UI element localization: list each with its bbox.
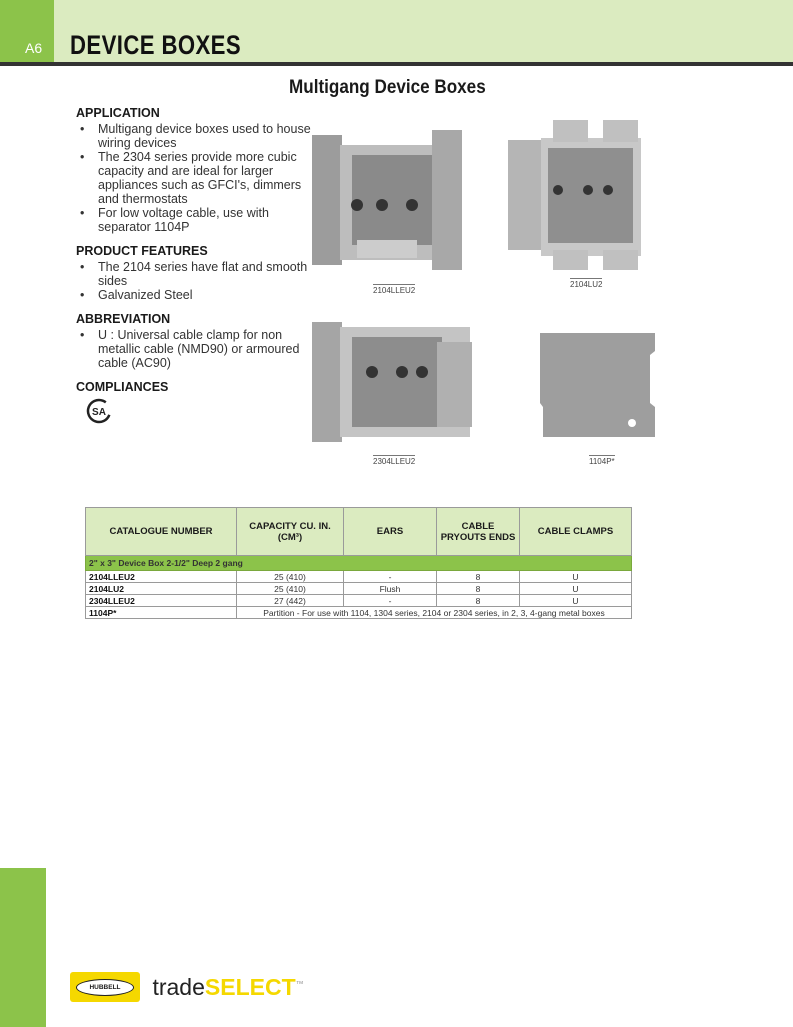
column-header: CABLE PRYOUTS ENDS [437, 508, 520, 556]
list-item: • Galvanized Steel [98, 288, 321, 302]
product-photo-2304lleu2 [312, 312, 477, 447]
trademark: ™ [295, 978, 304, 988]
catalogue-number: 1104P* [86, 607, 237, 619]
features-heading: PRODUCT FEATURES [76, 244, 208, 258]
partition-note: Partition - For use with 1104, 1304 series, 2104 or 2304 series, in 2, 3, 4-gang metal boxes [237, 607, 632, 619]
abbreviation-section [76, 312, 321, 370]
compliances-section [76, 380, 321, 429]
table-row [86, 571, 632, 583]
side-band [0, 868, 46, 1027]
list-item: • The 2304 series provide more cubic capacity and are ideal for larger appliances such as GFCI's, dimmers and thermostats [98, 150, 321, 206]
header-rule [0, 62, 793, 66]
list-item: • For low voltage cable, use with separator 1104P [98, 206, 321, 234]
list-item: • Multigang device boxes used to house wiring devices [98, 122, 321, 150]
clamps: U [520, 595, 632, 607]
csa-logo-icon [86, 398, 112, 424]
page-tab [0, 0, 54, 63]
product-photo-2104lleu2 [312, 130, 462, 275]
column-header: EARS [344, 508, 437, 556]
application-heading: APPLICATION [76, 106, 160, 120]
pryouts: 8 [437, 595, 520, 607]
svg-text:SA: SA [92, 407, 106, 418]
table-header-row [86, 508, 632, 556]
hubbell-wordmark: HUBBELL [76, 979, 134, 996]
pryouts: 8 [437, 583, 520, 595]
ears: Flush [344, 583, 437, 595]
group-label: 2" x 3" Device Box 2-1/2" Deep 2 gang [86, 556, 632, 571]
catalogue-number: 2304LLEU2 [86, 595, 237, 607]
select-text: SELECT [204, 973, 296, 1000]
group-row [86, 556, 632, 571]
photo-caption: 2104LU2 [570, 280, 603, 289]
trade-text: trade [152, 973, 205, 1000]
table-row [86, 583, 632, 595]
catalogue-number: 2104LLEU2 [86, 571, 237, 583]
ears: - [344, 571, 437, 583]
catalogue-number: 2104LU2 [86, 583, 237, 595]
page-title: DEVICE BOXES [70, 30, 242, 60]
product-photo-1104p [540, 333, 658, 439]
brand-logo [70, 972, 304, 1002]
description-column [76, 106, 321, 439]
product-photo-2104lu2 [508, 120, 648, 270]
ears: - [344, 595, 437, 607]
product-table [85, 507, 632, 619]
table-row [86, 607, 632, 619]
application-section [76, 106, 321, 234]
capacity: 27 (442) [237, 595, 344, 607]
clamps: U [520, 583, 632, 595]
page-header [0, 0, 793, 63]
tradeselect-wordmark [152, 974, 303, 1000]
column-header: CABLE CLAMPS [520, 508, 632, 556]
abbreviation-heading: ABBREVIATION [76, 312, 171, 326]
photo-caption: 2304LLEU2 [373, 457, 416, 466]
list-item: • U : Universal cable clamp for non metallic cable (NMD90) or armoured cable (AC90) [98, 328, 321, 370]
features-section [76, 244, 321, 302]
column-header: CATALOGUE NUMBER [86, 508, 237, 556]
hubbell-logo-icon [70, 972, 140, 1002]
capacity: 25 (410) [237, 571, 344, 583]
capacity: 25 (410) [237, 583, 344, 595]
clamps: U [520, 571, 632, 583]
photo-caption: 2104LLEU2 [373, 286, 416, 295]
column-header: CAPACITY CU. IN. (CM³) [237, 508, 344, 556]
section-title: Multigang Device Boxes [289, 77, 486, 98]
pryouts: 8 [437, 571, 520, 583]
table-row [86, 595, 632, 607]
list-item: • The 2104 series have flat and smooth sides [98, 260, 321, 288]
compliances-heading: COMPLIANCES [76, 380, 169, 394]
page-number: A6 [25, 40, 43, 56]
photo-caption: 1104P* [589, 457, 615, 466]
